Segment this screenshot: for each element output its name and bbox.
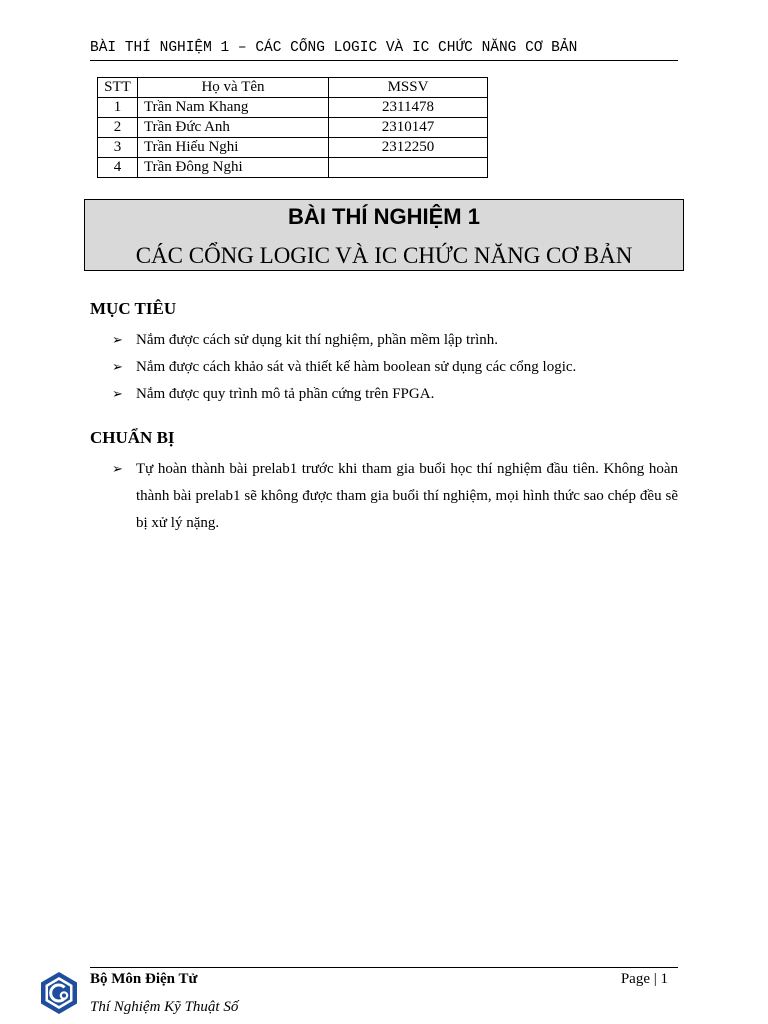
- list-item: [112, 354, 678, 381]
- university-logo-icon: [40, 971, 78, 1015]
- objectives-list: [112, 327, 678, 408]
- table-row: [98, 158, 488, 178]
- objectives-heading: MỤC TIÊU: [90, 299, 177, 318]
- arrow-bullet-icon: ➢: [112, 387, 123, 402]
- page-header: BÀI THÍ NGHIỆM 1 – CÁC CỔNG LOGIC VÀ IC CHỨC NĂNG CƠ BẢN: [90, 38, 678, 61]
- cell-id: 2312250: [329, 138, 488, 158]
- lab-title: BÀI THÍ NGHIỆM 1: [288, 204, 480, 229]
- page-number: Page | 1: [620, 971, 668, 987]
- table-header-row: [98, 78, 488, 98]
- arrow-bullet-icon: ➢: [112, 333, 123, 348]
- table-row: [98, 98, 488, 118]
- cell-id: 2311478: [329, 98, 488, 118]
- table-row: [98, 138, 488, 158]
- cell-name: Trần Hiếu Nghi: [138, 138, 329, 158]
- members-table: [97, 77, 488, 178]
- list-item-text: Tự hoàn thành bài prelab1 trước khi tham gia buổi học thí nghiệm đầu tiên. Không hoàn thành bài prelab1 sẽ không được tham gia buổi thí nghiệm, mọi hình thức sao chép đều sẽ bị xử lý nặng.: [136, 461, 678, 531]
- footer-divider: [90, 967, 678, 968]
- preparation-list: [112, 456, 678, 537]
- cell-name: Trần Đức Anh: [138, 118, 329, 138]
- cell-name: Trần Nam Khang: [138, 98, 329, 118]
- column-header-stt: STT: [98, 78, 138, 98]
- footer-course-name: Thí Nghiệm Kỹ Thuật Số: [90, 999, 239, 1015]
- list-item-text: Nắm được quy trình mô tả phần cứng trên FPGA.: [136, 386, 435, 402]
- cell-stt: 3: [98, 138, 138, 158]
- title-box: [84, 199, 684, 271]
- cell-stt: 2: [98, 118, 138, 138]
- list-item: [112, 327, 678, 354]
- cell-stt: 1: [98, 98, 138, 118]
- arrow-bullet-icon: ➢: [112, 462, 123, 477]
- list-item-text: Nắm được cách khảo sát và thiết kế hàm boolean sử dụng các cổng logic.: [136, 359, 577, 375]
- arrow-bullet-icon: ➢: [112, 360, 123, 375]
- cell-name: Trần Đông Nghi: [138, 158, 329, 178]
- cell-stt: 4: [98, 158, 138, 178]
- column-header-name: Họ và Tên: [138, 78, 329, 98]
- column-header-id: MSSV: [329, 78, 488, 98]
- preparation-heading: CHUẨN BỊ: [90, 428, 175, 447]
- table-row: [98, 118, 488, 138]
- footer-department: Bộ Môn Điện Tử: [90, 971, 198, 987]
- list-item: [112, 381, 678, 408]
- list-item: [112, 456, 678, 537]
- lab-subtitle: CÁC CỔNG LOGIC VÀ IC CHỨC NĂNG CƠ BẢN: [135, 243, 633, 268]
- cell-id: 2310147: [329, 118, 488, 138]
- cell-id: [329, 158, 488, 178]
- list-item-text: Nắm được cách sử dụng kit thí nghiệm, phần mềm lập trình.: [136, 332, 499, 348]
